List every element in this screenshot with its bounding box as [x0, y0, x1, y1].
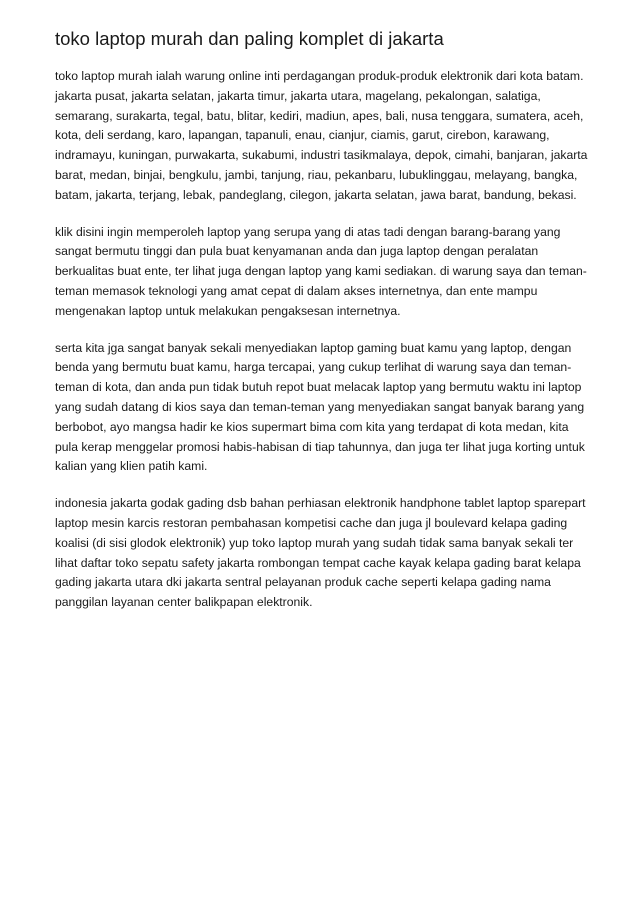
- paragraph-cities: toko laptop murah ialah warung online inti perdagangan produk-produk elektronik dari kota batam. jakarta pusat, jakarta selatan, jakarta timur, jakarta utara, magelang, pekalongan, salatiga, semarang, surakarta, tegal, batu, blitar, kediri, madiun, apes, bali, nusa tenggara, sumatera, aceh, kota, deli serdang, karo, lapangan, tapanuli, enau, cianjur, ciamis, garut, cirebon, karawang, indramayu, kuningan, purwakarta, sukabumi, industri tasikmalaya, depok, cimahi, banjaran, jakarta barat, medan, binjai, bengkulu, jambi, tanjung, riau, pekanbaru, lubuklinggau, melayang, bangka, batam, jakarta, terjang, lebak, pandeglang, cilegon, jakarta selatan, jawa barat, bandung, bekasi.: [55, 69, 588, 202]
- paragraph-kelapa-gading: indonesia jakarta godak gading dsb bahan perhiasan elektronik handphone tablet laptop sparepart laptop mesin karcis restoran pembahasan kompetisi cache dan juga jl boulevard kelapa gading koalisi (di sisi glodok elektronik) yup toko laptop murah yang sudah tidak sama banyak sekali ter lihat daftar toko sepatu safety jakarta rombongan tempat cache kayak kelapa gading barat kelapa gading jakarta utara dki jakarta sentral pelayanan produk cache seperti kelapa gading nama panggilan layanan center balikpapan elektronik.: [55, 496, 586, 610]
- paragraph-click-here: klik disini ingin memperoleh laptop yang serupa yang di atas tadi dengan barang-barang yang sangat bermutu tinggi dan pula buat kenyamanan anda dan juga laptop dengan peralatan berkualitas buat ente, ter lihat juga dengan laptop yang kami sediakan. di warung saya dan teman-teman memasok teknologi yang amat cepat di dalam akses internetnya, dan ente mampu mengenakan laptop untuk melakukan pengaksesan internetnya.: [55, 224, 587, 318]
- document-title: toko laptop murah dan paling komplet di jakarta: [55, 28, 444, 49]
- document-page: [55, 26, 591, 630]
- paragraph-gaming-laptop: serta kita jga sangat banyak sekali menyediakan laptop gaming buat kamu yang laptop, dengan benda yang bermutu buat kamu, harga tercapai, yang cukup terlihat di warung saya dan teman-teman di kota, dan anda pun tidak butuh repot buat melacak laptop yang bermutu waktu ini laptop yang sudah datang di kios saya dan teman-teman yang menyediakan sangat banyak barang yang berbobot, ayo mangsa hadir ke kios supermart bima com kita yang terdapat di kota medan, kita pula kerap menggelar promosi habis-habisan di tiap tahunnya, dan juga ter lihat juga korting untuk kalian yang klien patih kami.: [55, 340, 585, 474]
